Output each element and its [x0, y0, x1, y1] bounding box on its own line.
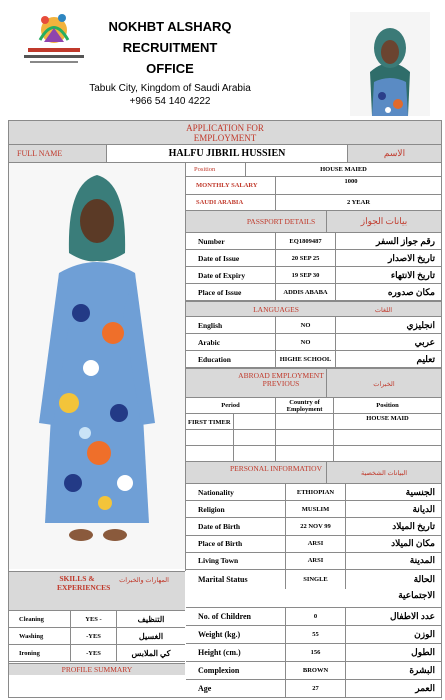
company-location: Tabuk City, Kingdom of Saudi Arabia	[89, 83, 251, 94]
personal-label-ar: الديانة	[412, 503, 435, 514]
passport-value: ADDIS ABABA	[276, 284, 336, 300]
personal-value: ETHIOPIAN	[286, 484, 346, 500]
marital-row: Marital Status SINGLE الحالة الاجتماعية	[186, 570, 441, 608]
personal-row	[186, 501, 441, 518]
country-row	[186, 195, 441, 211]
personal-label: Place of Birth	[186, 536, 286, 552]
skill-row	[9, 628, 185, 645]
skill-value: YES -	[71, 611, 117, 627]
salary-label: MONTHLY SALARY	[186, 177, 276, 194]
age-label: Age	[186, 680, 286, 697]
language-label-ar: تعليم	[416, 353, 435, 364]
passport-value: EQ1809487	[276, 233, 336, 249]
passport-label-ar: مكان صدوره	[387, 286, 435, 297]
height-row	[186, 644, 441, 662]
full-name-label: FULL NAME	[9, 145, 107, 162]
abroad-row-3	[186, 446, 441, 462]
salary-row	[186, 177, 441, 195]
age-label-ar: العمر	[415, 683, 435, 693]
weight-label-ar: الوزن	[414, 629, 435, 639]
personal-label: Nationality	[186, 484, 286, 500]
passport-label-ar: رقم جواز السفر	[376, 235, 435, 246]
company-name-line1: NOKHBT ALSHARQ	[108, 19, 232, 34]
passport-row	[186, 284, 441, 301]
abroad-column-headers: Period Country of Employment Position	[186, 398, 441, 414]
passport-row	[186, 250, 441, 267]
children-row	[186, 608, 441, 626]
passport-label: Date of Expiry	[186, 267, 276, 283]
full-name-label-ar: الاسم	[347, 145, 441, 162]
language-value: HIGHE SCHOOL	[276, 351, 336, 367]
personal-value: MUSLIM	[286, 501, 346, 517]
complexion-label: Complexion	[186, 662, 286, 679]
language-label: English	[186, 317, 276, 333]
applicant-photo-small	[350, 12, 430, 116]
passport-header: PASSPORT DETAILS بيانات الجواز	[186, 211, 441, 233]
personal-label-ar: المدينة	[409, 555, 435, 566]
weight-value: 55	[286, 626, 346, 643]
personal-row	[186, 553, 441, 570]
height-label: Height (cm.)	[186, 644, 286, 661]
abroad-row-2	[186, 430, 441, 446]
skill-row	[9, 611, 185, 628]
passport-label-ar: تاريخ الاصدار	[387, 252, 435, 263]
height-label-ar: الطول	[411, 647, 435, 657]
personal-value: ARSI	[286, 536, 346, 552]
company-logo	[18, 10, 90, 70]
abroad-header: ABROAD EMPLOYMENT PREVIOUS الخبرات	[186, 368, 441, 398]
passport-label-ar: تاريخ الانتهاء	[390, 269, 435, 280]
skill-value: -YES	[71, 628, 117, 644]
skill-label-ar: التنظيف	[137, 614, 165, 624]
skill-label: Cleaning	[9, 611, 71, 627]
language-label: Education	[186, 351, 276, 367]
language-value: NO	[276, 317, 336, 333]
complexion-value: BROWN	[286, 662, 346, 679]
skill-label-ar: كي الملابس	[131, 648, 171, 658]
skill-value: -YES	[71, 645, 117, 661]
personal-value: 22 NOV 99	[286, 518, 346, 534]
personal-row	[186, 518, 441, 535]
weight-label: Weight (kg.)	[186, 626, 286, 643]
language-value: NO	[276, 334, 336, 350]
skills-header: SKILLS & EXPERIENCES المهارات والخبرات	[9, 571, 185, 611]
language-label: Arabic	[186, 334, 276, 350]
profile-summary-header: PROFILE SUMMARY	[9, 663, 185, 675]
personal-label: Religion	[186, 501, 286, 517]
complexion-row	[186, 662, 441, 680]
age-value: 27	[286, 680, 346, 697]
language-row	[186, 317, 441, 334]
children-value: 0	[286, 608, 346, 625]
passport-label: Date of Issue	[186, 250, 276, 266]
personal-label-ar: مكان الميلاد	[391, 538, 435, 549]
personal-row	[186, 536, 441, 553]
position-label: Position	[186, 163, 246, 176]
company-name-line3: OFFICE	[146, 61, 194, 76]
personal-value: ARSI	[286, 553, 346, 569]
children-label: No. of Children	[186, 608, 286, 625]
full-name-row	[9, 145, 441, 163]
company-phone: +966 54 140 4222	[129, 96, 211, 107]
full-name-value: HALFU JIBRIL HUSSIEN	[168, 148, 286, 159]
height-value: 156	[286, 644, 346, 661]
skill-label: Ironing	[9, 645, 71, 661]
language-label-ar: عربي	[414, 336, 435, 347]
skill-label: Washing	[9, 628, 71, 644]
applicant-photo-full	[9, 163, 185, 569]
age-row	[186, 680, 441, 698]
language-row	[186, 334, 441, 351]
salary-value: 1000	[344, 178, 358, 185]
personal-label-ar: الجنسية	[405, 486, 435, 497]
passport-label: Place of Issue	[186, 284, 276, 300]
company-name-line2: RECRUITMENT	[122, 40, 218, 55]
personal-label: Living Town	[186, 553, 286, 569]
personal-label-ar: تاريخ الميلاد	[392, 520, 435, 531]
language-row	[186, 351, 441, 368]
skill-label-ar: الغسيل	[138, 631, 164, 641]
personal-label: Date of Birth	[186, 518, 286, 534]
passport-value: 20 SEP 25	[276, 250, 336, 266]
passport-row	[186, 267, 441, 284]
abroad-row-1: FIRST TIMER HOUSE MAID	[186, 414, 441, 430]
personal-row	[186, 484, 441, 501]
weight-row	[186, 626, 441, 644]
complexion-label-ar: البشرة	[409, 665, 435, 675]
country-label: SAUDI ARABIA	[186, 195, 276, 210]
passport-value: 19 SEP 30	[276, 267, 336, 283]
form-title: APPLICATION FOR EMPLOYMENT	[9, 121, 441, 145]
languages-header: LANGUAGES اللغات	[186, 301, 441, 317]
language-label-ar: انجليزي	[406, 319, 435, 330]
personal-header: PERSONAL INFORMATIOV البيانات الشخصية	[186, 462, 441, 484]
passport-row	[186, 233, 441, 250]
position-value: HOUSE MAIED	[320, 166, 367, 173]
passport-label: Number	[186, 233, 276, 249]
children-label-ar: عدد الاطفال	[390, 611, 435, 621]
skill-row	[9, 645, 185, 662]
country-value: 2 YEAR	[346, 199, 371, 206]
position-row	[186, 163, 441, 177]
